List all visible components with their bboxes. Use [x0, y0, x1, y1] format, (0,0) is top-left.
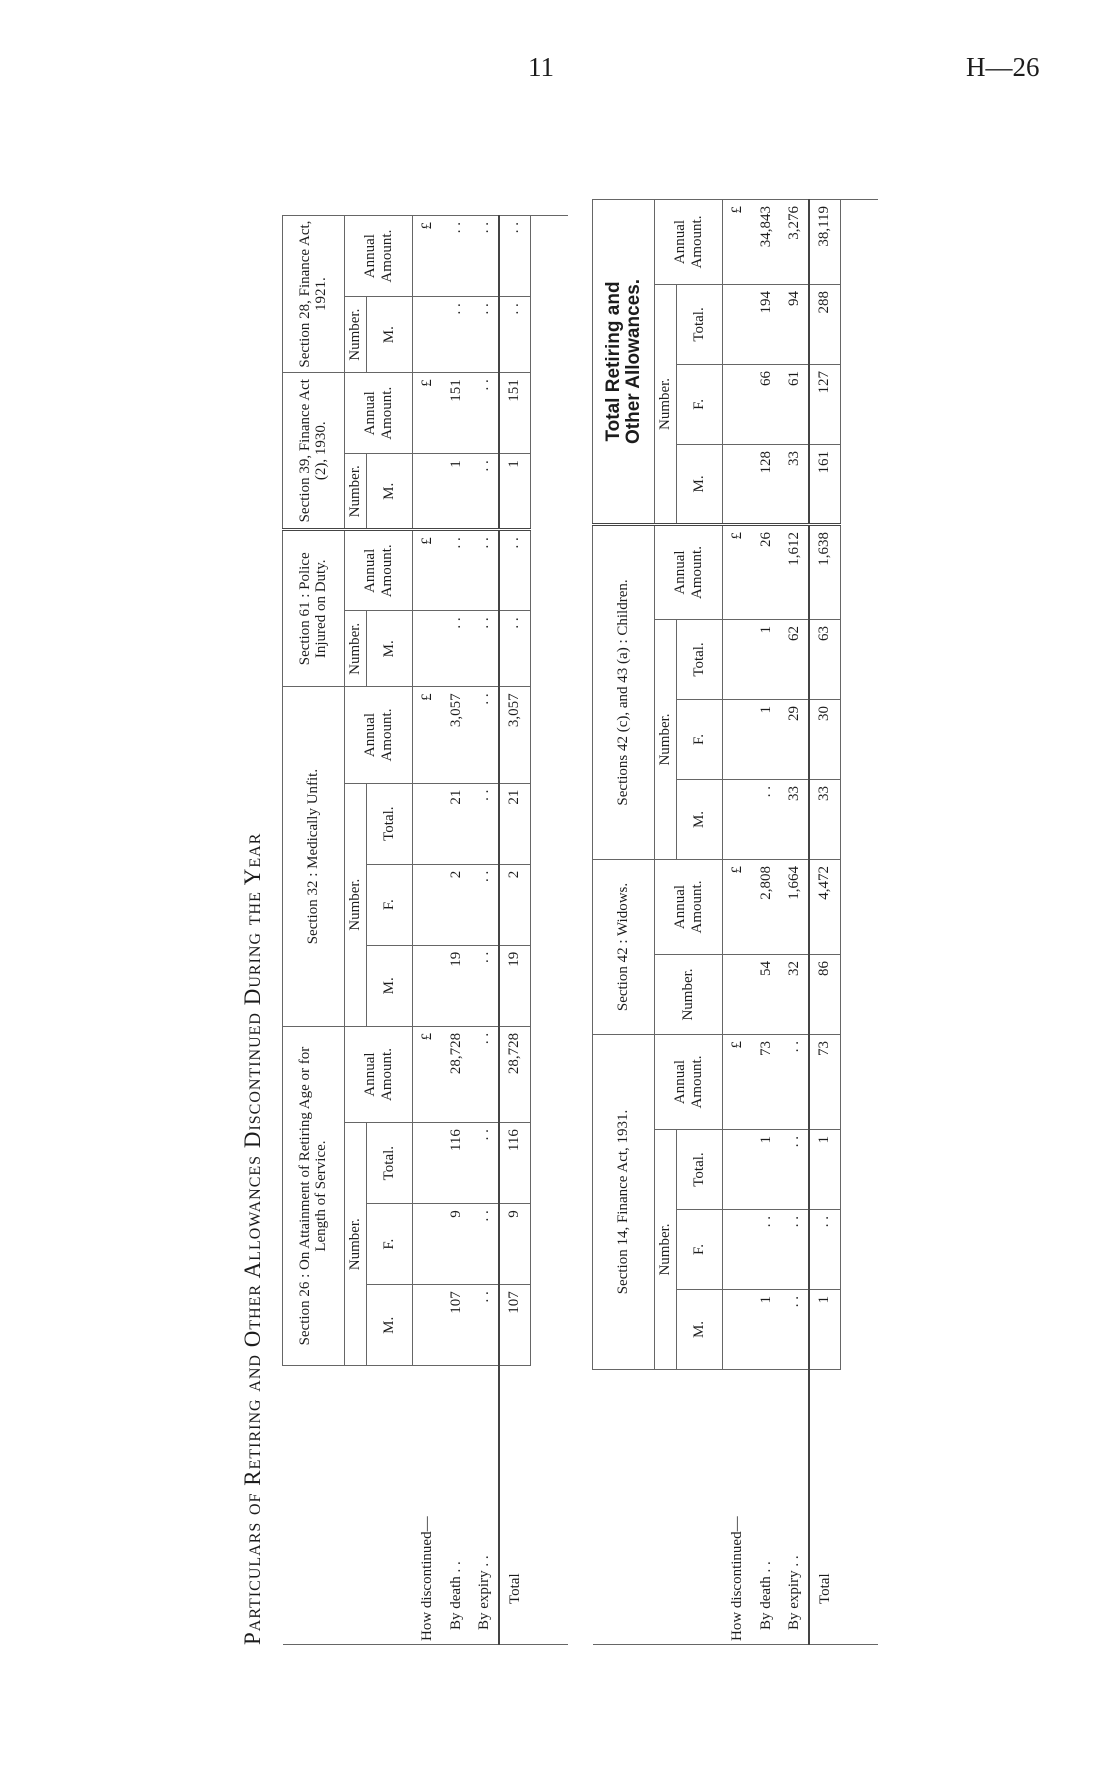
s61-m-header: M.	[367, 611, 413, 687]
row-label-total: Total	[499, 1366, 531, 1645]
table-row	[499, 216, 531, 1645]
total-header-line-2: Other Allowances.	[622, 278, 644, 444]
cell: 3,057	[499, 687, 531, 783]
row-label-expiry-2: By expiry . .	[781, 1370, 809, 1645]
s42c-total-header: Total.	[677, 619, 723, 699]
s26-pound-unit: £	[413, 1026, 443, 1122]
cell: 1	[809, 1130, 841, 1210]
cell: 2	[443, 864, 471, 945]
cell: 116	[499, 1123, 531, 1204]
cell: 66	[753, 364, 781, 444]
cell: . .	[471, 1285, 499, 1366]
tot-amount-header: Annual Amount.	[655, 199, 723, 284]
cell: 1,664	[781, 859, 809, 954]
cell: 9	[499, 1204, 531, 1285]
cell: 29	[781, 699, 809, 779]
cell: . .	[499, 611, 531, 687]
cell: 1	[443, 454, 471, 530]
cell: 3,057	[443, 687, 471, 783]
s39-pound-unit: £	[413, 373, 443, 454]
cell: . .	[443, 297, 471, 373]
section-61-header: Section 61 : Police Injured on Duty.	[283, 530, 345, 687]
cell: . .	[499, 530, 531, 611]
row-label-how-2: How discontinued—	[723, 1370, 753, 1645]
row-label-how: How discontinued—	[413, 1366, 443, 1645]
s42c-number-header: Number.	[655, 619, 677, 859]
cell: 3,276	[781, 199, 809, 284]
table-title: Particulars of Retiring and Other Allowances Discontinued During the Year	[240, 832, 265, 1645]
cell: 19	[499, 945, 531, 1026]
s28-m-header: M.	[367, 297, 413, 373]
s14-f-header: F.	[677, 1210, 723, 1290]
cell: 194	[753, 284, 781, 364]
s42c-amount-header: Annual Amount.	[655, 524, 723, 619]
cell: . .	[471, 783, 499, 864]
table-row	[753, 199, 781, 1644]
cell: 1,612	[781, 524, 809, 619]
s61-pound-unit: £	[413, 530, 443, 611]
cell: . .	[471, 1204, 499, 1285]
cell: 86	[809, 955, 841, 1035]
cell: 54	[753, 955, 781, 1035]
s39-number-header: Number.	[345, 454, 367, 530]
cell: 127	[809, 364, 841, 444]
cell: 21	[443, 783, 471, 864]
cell: . .	[781, 1210, 809, 1290]
cell: 107	[443, 1285, 471, 1366]
cell: . .	[471, 297, 499, 373]
cell: . .	[471, 216, 499, 297]
cell: 107	[499, 1285, 531, 1366]
table-row	[443, 216, 471, 1645]
s42-amount-header: Annual Amount.	[655, 859, 723, 954]
s61-amount-header: Annual Amount.	[345, 530, 413, 611]
section-39-header: Section 39, Finance Act (2), 1930.	[283, 373, 345, 530]
cell: . .	[471, 373, 499, 454]
cell: . .	[781, 1035, 809, 1130]
section-14-header: Section 14, Finance Act, 1931.	[593, 1035, 655, 1370]
cell: 128	[753, 444, 781, 524]
cell: . .	[809, 1210, 841, 1290]
s42-number-header: Number.	[655, 955, 723, 1035]
section-26-header: Section 26 : On Attainment of Retiring Age or for Length of Service.	[283, 1026, 345, 1366]
cell: 61	[781, 364, 809, 444]
s42c-m-header: M.	[677, 779, 723, 859]
row-label-expiry: By expiry . .	[471, 1366, 499, 1645]
s14-total-header: Total.	[677, 1130, 723, 1210]
document-reference: H—26	[966, 52, 1040, 82]
cell: 1	[753, 699, 781, 779]
s32-total-header: Total.	[367, 783, 413, 864]
cell: 73	[753, 1035, 781, 1130]
cell: 1	[753, 1290, 781, 1370]
cell: 63	[809, 619, 841, 699]
table-row	[471, 216, 499, 1645]
tot-m-header: M.	[677, 444, 723, 524]
cell: 1	[499, 454, 531, 530]
s42c-pound-unit: £	[723, 524, 753, 619]
s39-m-header: M.	[367, 454, 413, 530]
cell: 38,119	[809, 199, 841, 284]
cell: 2	[499, 864, 531, 945]
cell: 151	[499, 373, 531, 454]
s26-number-header: Number.	[345, 1123, 367, 1366]
cell: 116	[443, 1123, 471, 1204]
cell: 1	[809, 1290, 841, 1370]
cell: . .	[471, 530, 499, 611]
stub-header	[283, 1366, 413, 1645]
total-allowances-header	[593, 199, 655, 524]
cell: 34,843	[753, 199, 781, 284]
page-number: 11	[528, 52, 554, 82]
s28-number-header: Number.	[345, 297, 367, 373]
cell: . .	[753, 779, 781, 859]
cell: 21	[499, 783, 531, 864]
cell: 30	[809, 699, 841, 779]
cell: 33	[781, 444, 809, 524]
s32-f-header: F.	[367, 864, 413, 945]
s14-number-header: Number.	[655, 1130, 677, 1370]
cell: 94	[781, 284, 809, 364]
cell: . .	[471, 945, 499, 1026]
cell: . .	[471, 1123, 499, 1204]
s32-m-header: M.	[367, 945, 413, 1026]
cell: . .	[471, 687, 499, 783]
s32-number-header: Number.	[345, 783, 367, 1026]
cell: 32	[781, 955, 809, 1035]
allowances-table-part-2	[592, 199, 878, 1645]
s14-m-header: M.	[677, 1290, 723, 1370]
cell: . .	[499, 297, 531, 373]
s14-pound-unit: £	[723, 1035, 753, 1130]
s26-total-header: Total.	[367, 1123, 413, 1204]
section-42c-header: Sections 42 (c), and 43 (a) : Children.	[593, 524, 655, 859]
cell: 288	[809, 284, 841, 364]
s26-f-header: F.	[367, 1204, 413, 1285]
s42-pound-unit: £	[723, 859, 753, 954]
s39-amount-header: Annual Amount.	[345, 373, 413, 454]
cell: 28,728	[499, 1026, 531, 1122]
cell: 151	[443, 373, 471, 454]
table-row	[809, 199, 841, 1644]
s61-number-header: Number.	[345, 611, 367, 687]
cell: . .	[443, 216, 471, 297]
cell: 73	[809, 1035, 841, 1130]
cell: . .	[753, 1210, 781, 1290]
cell: 9	[443, 1204, 471, 1285]
section-32-header: Section 32 : Medically Unfit.	[283, 687, 345, 1026]
s14-amount-header: Annual Amount.	[655, 1035, 723, 1130]
cell: . .	[471, 611, 499, 687]
row-label-total-2: Total	[809, 1370, 841, 1645]
cell: 26	[753, 524, 781, 619]
rotated-table-sheet	[240, 205, 880, 1645]
total-header-line-1: Total Retiring and	[602, 281, 624, 442]
allowances-table-part-1	[282, 215, 568, 1645]
cell: . .	[781, 1290, 809, 1370]
s28-pound-unit: £	[413, 216, 443, 297]
table-row	[781, 199, 809, 1644]
cell: 1	[753, 1130, 781, 1210]
cell: 28,728	[443, 1026, 471, 1122]
s26-m-header: M.	[367, 1285, 413, 1366]
s42c-f-header: F.	[677, 699, 723, 779]
cell: . .	[499, 216, 531, 297]
tot-f-header: F.	[677, 364, 723, 444]
row-label-death: By death . .	[443, 1366, 471, 1645]
cell: 19	[443, 945, 471, 1026]
cell: . .	[443, 530, 471, 611]
cell: . .	[781, 1130, 809, 1210]
tot-number-header: Number.	[655, 284, 677, 524]
stub-header-2	[593, 1370, 723, 1645]
cell: 2,808	[753, 859, 781, 954]
cell: 1,638	[809, 524, 841, 619]
section-28-header: Section 28, Finance Act, 1921.	[283, 216, 345, 373]
s28-amount-header: Annual Amount.	[345, 216, 413, 297]
cell: 161	[809, 444, 841, 524]
cell: . .	[471, 1026, 499, 1122]
s26-amount-header: Annual Amount.	[345, 1026, 413, 1122]
cell: 1	[753, 619, 781, 699]
section-42-header: Section 42 : Widows.	[593, 859, 655, 1034]
tot-total-header: Total.	[677, 284, 723, 364]
cell: 62	[781, 619, 809, 699]
cell: . .	[471, 454, 499, 530]
cell: 33	[781, 779, 809, 859]
row-label-death-2: By death . .	[753, 1370, 781, 1645]
tot-pound-unit: £	[723, 199, 753, 284]
cell: . .	[443, 611, 471, 687]
s32-pound-unit: £	[413, 687, 443, 783]
cell: 33	[809, 779, 841, 859]
cell: . .	[471, 864, 499, 945]
s32-amount-header: Annual Amount.	[345, 687, 413, 783]
cell: 4,472	[809, 859, 841, 954]
